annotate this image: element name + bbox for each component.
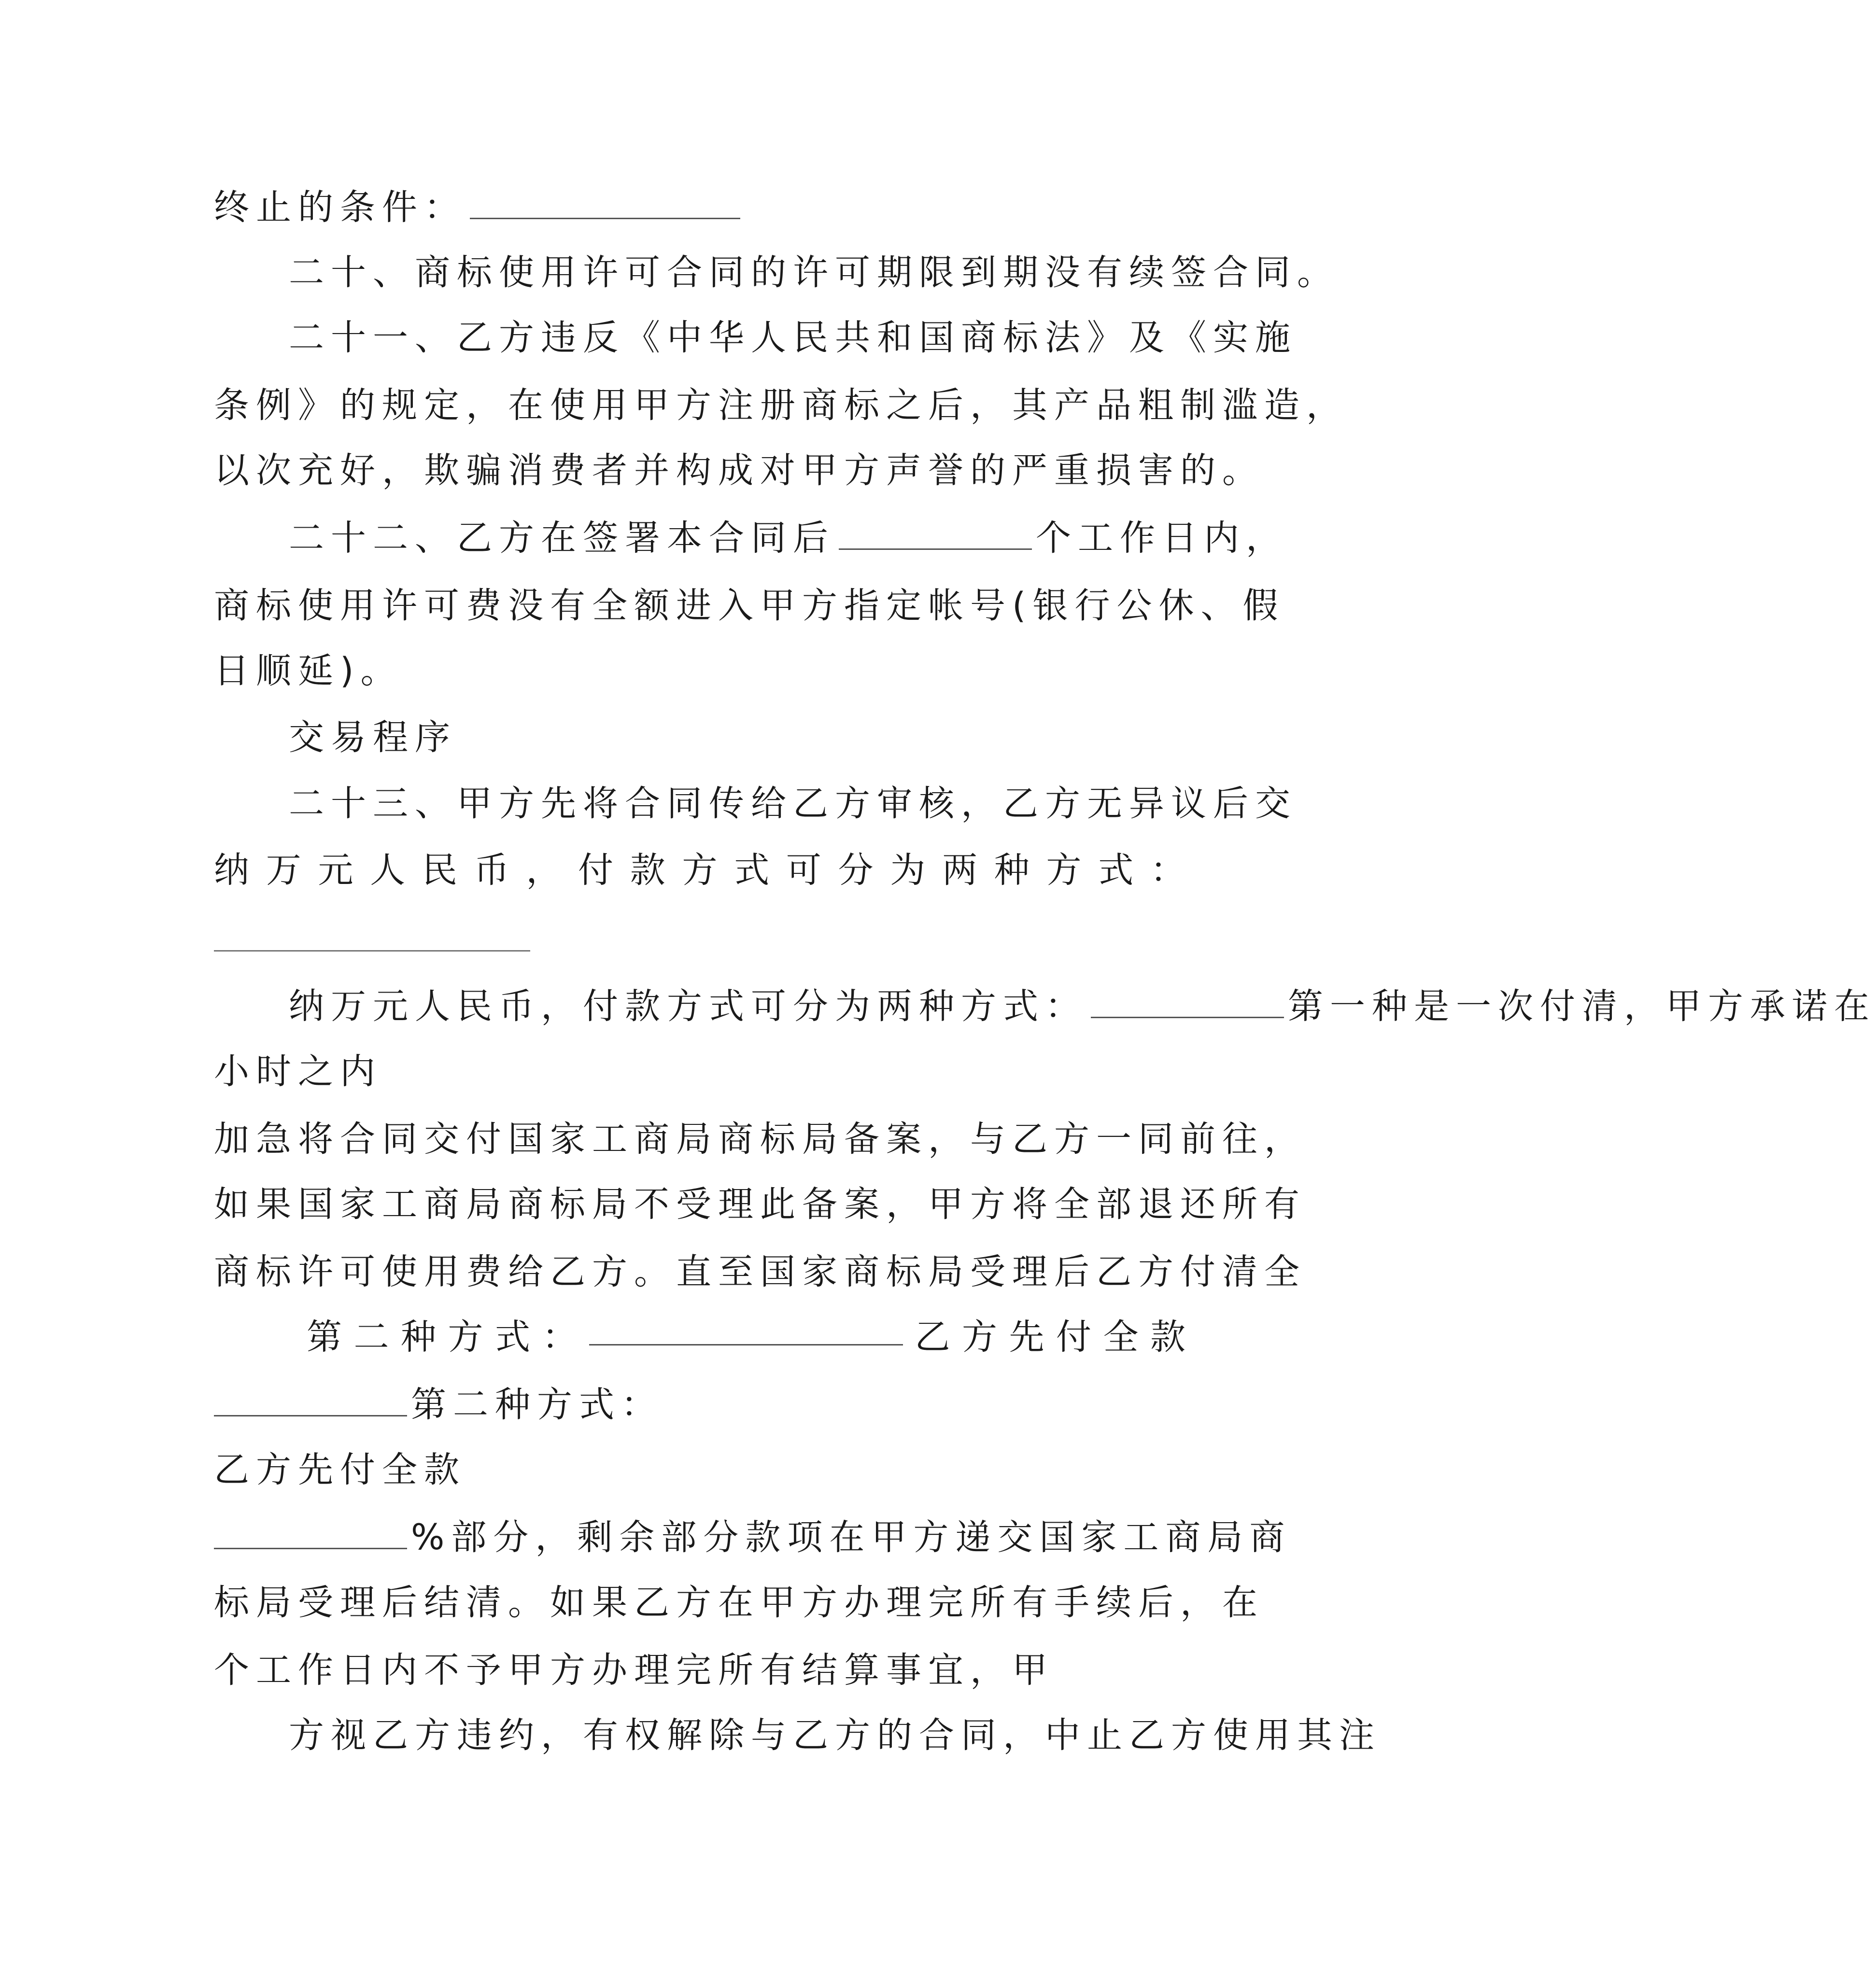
char: ：	[542, 1317, 578, 1358]
char: 二	[353, 1317, 389, 1358]
char: 分	[838, 850, 874, 891]
char: ：	[1150, 850, 1185, 891]
section-heading	[289, 714, 1185, 762]
char: 式	[495, 1317, 530, 1358]
char: 式	[734, 850, 770, 891]
text-line-6	[289, 514, 1288, 562]
fill-in-blank[interactable]	[589, 1313, 903, 1345]
text-line-20	[214, 1514, 1292, 1562]
line-text: 终止的条件：	[214, 187, 466, 228]
char: 种	[401, 1317, 436, 1358]
char: 纳	[214, 850, 249, 891]
fill-in-blank[interactable]	[214, 950, 530, 952]
line-text: 第一种是一次付清，甲方承诺在	[1288, 986, 1876, 1027]
line-text: 条例》的规定，在使用甲方注册商标之后，其产品粗制滥造，	[214, 385, 1348, 426]
text-line-7	[214, 582, 1285, 630]
text-line-16	[214, 1248, 1306, 1296]
line-text: 标局受理后结清。如果乙方在甲方办理完所有手续后，在	[214, 1582, 1264, 1623]
line-text: 方视乙方违约，有权解除与乙方的合同，中止乙方使用其注	[289, 1715, 1381, 1756]
char: 两	[942, 850, 978, 891]
line-text: 日顺延)。	[214, 650, 403, 691]
text-line-13	[214, 1048, 1185, 1096]
fill-in-blank[interactable]	[839, 518, 1032, 550]
char: 币	[474, 850, 509, 891]
text-line-15	[214, 1180, 1306, 1229]
char: 付	[578, 850, 614, 891]
line-text: 小时之内	[214, 1051, 382, 1092]
char: ，	[526, 850, 562, 891]
line-text: 以次充好，欺骗消费者并构成对甲方声誉的严重损害的。	[214, 450, 1264, 491]
fill-in-blank[interactable]	[214, 1384, 407, 1416]
char: 款	[1150, 1317, 1185, 1358]
char: 方	[682, 850, 718, 891]
line-text: 商标使用许可费没有全额进入甲方指定帐号(银行公休、假	[214, 585, 1285, 626]
text-line-12	[289, 982, 1876, 1031]
line-text: 纳万元人民币，付款方式可分为两种方式：	[289, 986, 1087, 1027]
text-line-10	[289, 780, 1297, 828]
text-line-8	[214, 647, 1185, 695]
text-line-23	[289, 1711, 1381, 1760]
char: 人	[370, 850, 406, 891]
char: 全	[1103, 1317, 1139, 1358]
text-line-5	[214, 447, 1264, 495]
char: 为	[890, 850, 926, 891]
char: 民	[422, 850, 457, 891]
text-line-18	[214, 1381, 1185, 1429]
char: 可	[786, 850, 821, 891]
text-line-21	[214, 1579, 1264, 1627]
char: 第	[307, 1317, 342, 1358]
line-text: 乙方先付全款	[214, 1449, 466, 1490]
fill-in-blank[interactable]	[1091, 986, 1284, 1018]
char: 款	[630, 850, 665, 891]
line-text: 二十、商标使用许可合同的许可期限到期没有续签合同。	[289, 252, 1339, 293]
text-line-4	[214, 381, 1348, 430]
line-text: 加急将合同交付国家工商局商标局备案，与乙方一同前往，	[214, 1119, 1306, 1160]
char: 种	[994, 850, 1030, 891]
line-text: 商标许可使用费给乙方。直至国家商标局受理后乙方付清全	[214, 1251, 1306, 1292]
line-text: 第二种方式：	[411, 1384, 663, 1425]
char: 方	[1046, 850, 1082, 891]
fill-in-blank[interactable]	[214, 1517, 407, 1549]
text-line-3	[289, 314, 1297, 362]
char: 付	[1056, 1317, 1091, 1358]
line-text: 二十一、乙方违反《中华人民共和国商标法》及《实施	[289, 317, 1297, 358]
char: 方	[448, 1317, 483, 1358]
text-line-17	[307, 1313, 1185, 1361]
char: 方	[962, 1317, 997, 1358]
line-text: 交易程序	[289, 717, 457, 758]
char: 万	[266, 850, 301, 891]
text-line-2	[289, 249, 1339, 297]
text-line-22	[214, 1646, 1185, 1695]
char: 乙	[915, 1317, 950, 1358]
text-line-11	[214, 846, 1185, 895]
text-line-19	[214, 1446, 1185, 1494]
line-text: 如果国家工商局商标局不受理此备案，甲方将全部退还所有	[214, 1184, 1306, 1225]
text-line-14	[214, 1115, 1306, 1163]
line-text: 个工作日内不予甲方办理完所有结算事宜，甲	[214, 1650, 1054, 1691]
char: 先	[1009, 1317, 1044, 1358]
line-text: 二十三、甲方先将合同传给乙方审核，乙方无异议后交	[289, 783, 1297, 824]
fill-in-blank[interactable]	[470, 187, 740, 219]
char: 式	[1098, 850, 1134, 891]
char: 元	[318, 850, 353, 891]
line-text: 个工作日内，	[1036, 518, 1288, 559]
text-line-1	[214, 183, 1185, 232]
line-text: %部分，剩余部分款项在甲方递交国家工商局商	[411, 1517, 1292, 1558]
line-text: 二十二、乙方在签署本合同后	[289, 518, 835, 559]
